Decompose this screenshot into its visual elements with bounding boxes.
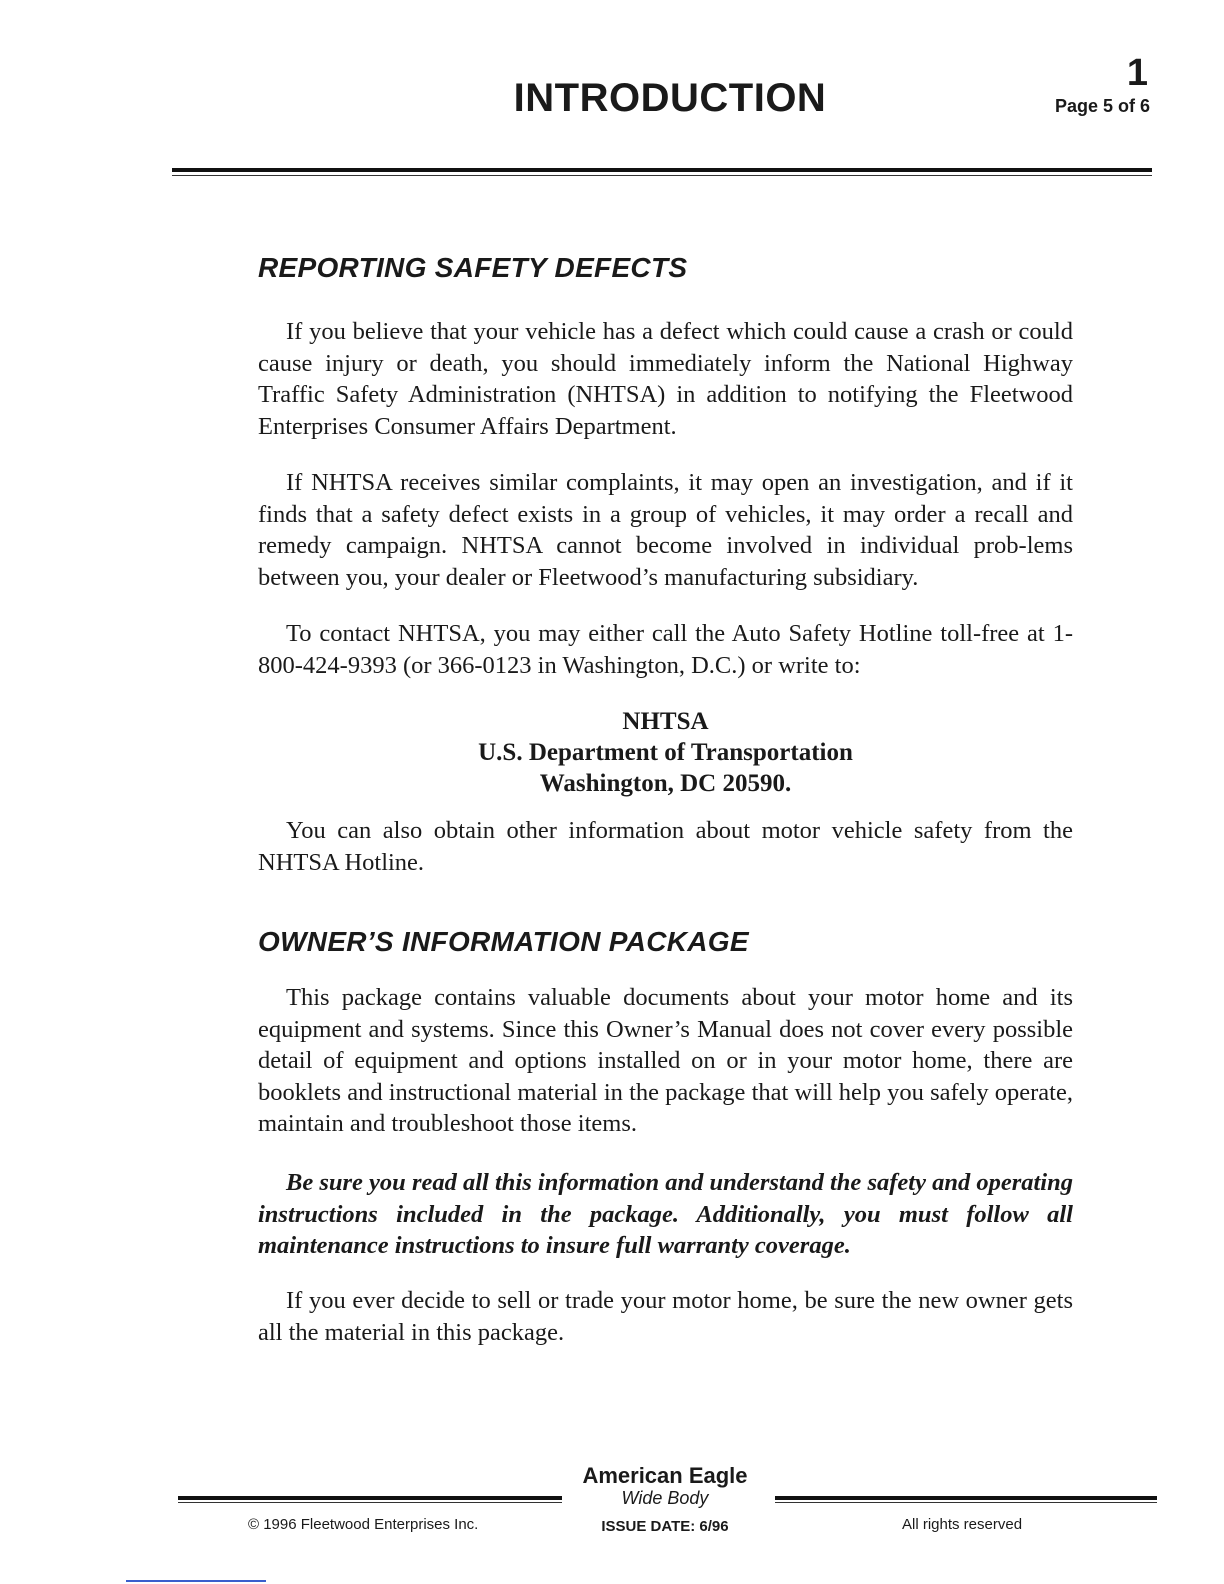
footer-rights: All rights reserved (902, 1516, 1023, 1533)
header-divider-thin (172, 175, 1152, 176)
paragraph-owners-1 (258, 982, 1073, 1140)
section-heading-owners: OWNER’S INFORMATION PACKAGE (258, 926, 749, 957)
footer-model: Wide Body (621, 1488, 709, 1508)
address-line-3: Washington, DC 20590. (539, 770, 792, 797)
footer-divider-left-thin (178, 1502, 562, 1503)
paragraph-owners-3 (258, 1285, 1073, 1348)
mailing-address (258, 706, 1073, 799)
scan-mark (126, 1580, 266, 1582)
address-line-1: NHTSA (622, 708, 709, 735)
section-heading-reporting: REPORTING SAFETY DEFECTS (258, 252, 688, 283)
paragraph-text: This package contains valuable documents about your motor home and its equipment and systems. Since this Owner’s Manual does not cover every possible detail of equipment and options installed on or in your motor home, there are booklets and instructional material in the package that will help you safely operate, maintain and troubleshoot those items. (258, 984, 1073, 1137)
paragraph-owners-warning (258, 1167, 1073, 1262)
page-title: INTRODUCTION (513, 76, 827, 120)
paragraph-reporting-3 (258, 618, 1073, 681)
footer-issue-date: ISSUE DATE: 6/96 (601, 1518, 729, 1535)
chapter-number: 1 (1126, 52, 1148, 94)
footer-copyright: © 1996 Fleetwood Enterprises Inc. (248, 1516, 479, 1533)
address-line-2: U.S. Department of Transportation (478, 739, 853, 766)
paragraph-text: Be sure you read all this information and understand the safety and operating instructions included in the package. Additionally, you must follow all maintenance instructions to insure full warranty coverage. (258, 1169, 1073, 1259)
footer-brand: American Eagle (582, 1463, 748, 1488)
footer-divider-right-thin (775, 1502, 1157, 1503)
footer-divider-right (775, 1496, 1157, 1500)
paragraph-text: You can also obtain other information about motor vehicle safety from the NHTSA Hotline. (258, 817, 1073, 876)
paragraph-reporting-4 (258, 815, 1073, 878)
page-count: Page 5 of 6 (1054, 96, 1150, 116)
paragraph-text: If NHTSA receives similar complaints, it may open an investigation, and if it finds that a safety defect exists in a group of vehicles, it may order a recall and remedy campaign. NHTSA cannot become involved in individual prob-lems between you, your dealer or Fleetwood’s manufacturing subsidiary. (258, 469, 1073, 591)
paragraph-reporting-1 (258, 316, 1073, 442)
paragraph-reporting-2 (258, 467, 1073, 593)
paragraph-text: If you believe that your vehicle has a defect which could cause a crash or could cause injury or death, you should immediately inform the National Highway Traffic Safety Administration (NHTSA) in addition to notifying the Fleetwood Enterprises Consumer Affairs Department. (258, 318, 1073, 440)
footer-divider-left (178, 1496, 562, 1500)
paragraph-text: If you ever decide to sell or trade your motor home, be sure the new owner gets all the material in this package. (258, 1287, 1073, 1346)
paragraph-text: To contact NHTSA, you may either call the Auto Safety Hotline toll-free at 1-800-424-9393 (or 366-0123 in Washington, D.C.) or write to: (258, 620, 1073, 679)
header-divider (172, 168, 1152, 172)
